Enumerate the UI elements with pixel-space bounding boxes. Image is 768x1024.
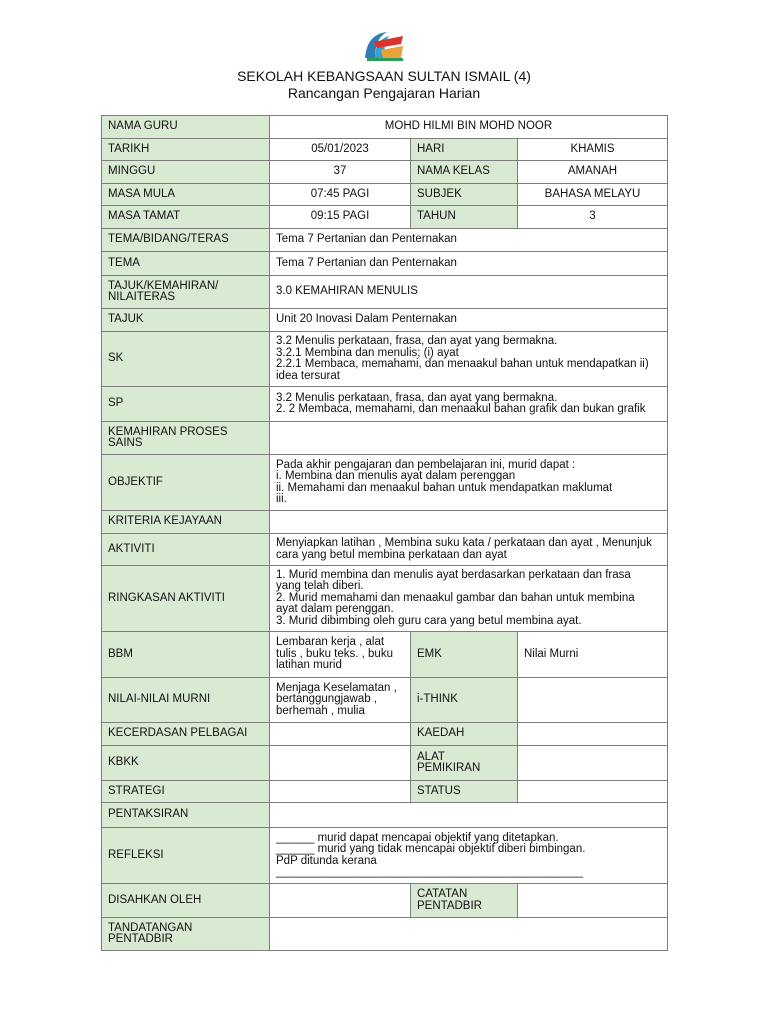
pentaksiran-label: PENTAKSIRAN — [101, 802, 270, 828]
aktiviti-label: AKTIVITI — [101, 533, 270, 566]
document-subtitle: Rancangan Pengajaran Harian — [287, 85, 481, 101]
nilai-murni-label: NILAI-NILAI MURNI — [101, 677, 270, 723]
bbm-label: BBM — [101, 631, 270, 678]
kriteria-label: KRITERIA KEJAYAAN — [101, 510, 270, 534]
minggu-value: 37 — [269, 160, 411, 184]
masa-mula-value: 07:45 PAGI — [269, 183, 411, 206]
tahun-value: 3 — [517, 205, 668, 229]
disahkan-oleh-label: DISAHKAN OLEH — [101, 883, 270, 918]
catatan-pentadbir-value — [517, 883, 668, 918]
subjek-value: BAHASA MELAYU — [517, 183, 668, 206]
ringkasan-label: RINGKASAN AKTIVITI — [101, 565, 270, 632]
kriteria-value — [269, 510, 668, 534]
kps-value — [269, 421, 668, 455]
ithink-label: i-THINK — [410, 677, 518, 723]
kbkk-value — [269, 745, 411, 781]
tema-bidang-label: TEMA/BIDANG/TERAS — [101, 228, 270, 252]
strategi-label: STRATEGI — [101, 780, 270, 803]
status-value — [517, 780, 668, 803]
nama-kelas-label: NAMA KELAS — [410, 160, 518, 184]
tema-value: Tema 7 Pertanian dan Penternakan — [269, 251, 668, 276]
nama-guru-label: NAMA GURU — [101, 115, 270, 139]
tajuk-value: Unit 20 Inovasi Dalam Penternakan — [269, 308, 668, 332]
hari-value: KHAMIS — [517, 138, 668, 161]
masa-mula-label: MASA MULA — [101, 183, 270, 206]
tarikh-label: TARIKH — [101, 138, 270, 161]
sp-label: SP — [101, 386, 270, 422]
tajuk-kemahiran-label: TAJUK/KEMAHIRAN/ NILAITERAS — [101, 275, 270, 309]
tajuk-kemahiran-value: 3.0 KEMAHIRAN MENULIS — [269, 275, 668, 309]
tema-bidang-value: Tema 7 Pertanian dan Penternakan — [269, 228, 668, 252]
refleksi-value: ______ murid dapat mencapai objektif yang ditetapkan. ______ murid yang tidak mencapai objektif diberi bimbingan. PdP ditunda kerana ________________________________________________ — [269, 827, 668, 884]
minggu-label: MINGGU — [101, 160, 270, 184]
masa-tamat-label: MASA TAMAT — [101, 205, 270, 229]
ringkasan-value: 1. Murid membina dan menulis ayat berdasarkan perkataan dan frasa yang telah diberi. 2. Murid memahami dan menaakul gambar dan bahan untuk membina ayat dalam perenggan. 3. Murid dibimbing oleh guru cara yang betul membina ayat. — [269, 565, 668, 632]
bbm-value: Lembaran kerja , alat tulis , buku teks. , buku latihan murid — [269, 631, 411, 678]
tandatangan-label: TANDATANGAN PENTADBIR — [101, 917, 270, 951]
masa-tamat-value: 09:15 PAGI — [269, 205, 411, 229]
emk-label: EMK — [410, 631, 518, 678]
tajuk-label: TAJUK — [101, 308, 270, 332]
nama-kelas-value: AMANAH — [517, 160, 668, 184]
kbkk-label: KBKK — [101, 745, 270, 781]
ithink-value — [517, 677, 668, 723]
refleksi-label: REFLEKSI — [101, 827, 270, 884]
tandatangan-value — [269, 917, 668, 951]
sk-label: SK — [101, 331, 270, 387]
objektif-value: Pada akhir pengajaran dan pembelajaran ini, murid dapat : i. Membina dan menulis ayat dalam perenggan ii. Memahami dan menaakul bahan untuk mendapatkan maklumat iii. — [269, 454, 668, 511]
sp-value: 3.2 Menulis perkataan, frasa, dan ayat yang bermakna. 2. 2 Membaca, memahami, dan menaakul bahan grafik dan bukan grafik — [269, 386, 668, 422]
nama-guru-value: MOHD HILMI BIN MOHD NOOR — [269, 115, 668, 139]
objektif-label: OBJEKTIF — [101, 454, 270, 511]
catatan-pentadbir-label: CATATAN PENTADBIR — [410, 883, 518, 918]
pentaksiran-value — [269, 802, 668, 828]
subjek-label: SUBJEK — [410, 183, 518, 206]
tahun-label: TAHUN — [410, 205, 518, 229]
kecerdasan-label: KECERDASAN PELBAGAI — [101, 722, 270, 746]
emk-value: Nilai Murni — [517, 631, 668, 678]
sk-value: 3.2 Menulis perkataan, frasa, dan ayat yang bermakna. 3.2.1 Membina dan menulis; (i) ayat 2.2.1 Membaca, memahami, dan menaakul bahan untuk mendapatkan ii) idea tersurat — [269, 331, 668, 387]
aktiviti-value: Menyiapkan latihan , Membina suku kata / perkataan dan ayat , Menunjuk cara yang betul membina perkataan dan ayat — [269, 533, 668, 566]
kps-label: KEMAHIRAN PROSES SAINS — [101, 421, 270, 455]
nilai-murni-value: Menjaga Keselamatan , bertanggungjawab , berhemah , mulia — [269, 677, 411, 723]
alat-pemikiran-value — [517, 745, 668, 781]
status-label: STATUS — [410, 780, 518, 803]
tarikh-value: 05/01/2023 — [269, 138, 411, 161]
tema-label: TEMA — [101, 251, 270, 276]
school-logo — [363, 28, 405, 64]
disahkan-oleh-value — [269, 883, 411, 918]
kecerdasan-value — [269, 722, 411, 746]
alat-pemikiran-label: ALAT PEMIKIRAN — [410, 745, 518, 781]
hari-label: HARI — [410, 138, 518, 161]
school-name: SEKOLAH KEBANGSAAN SULTAN ISMAIL (4) — [237, 68, 531, 84]
kaedah-value — [517, 722, 668, 746]
kaedah-label: KAEDAH — [410, 722, 518, 746]
strategi-value — [269, 780, 411, 803]
